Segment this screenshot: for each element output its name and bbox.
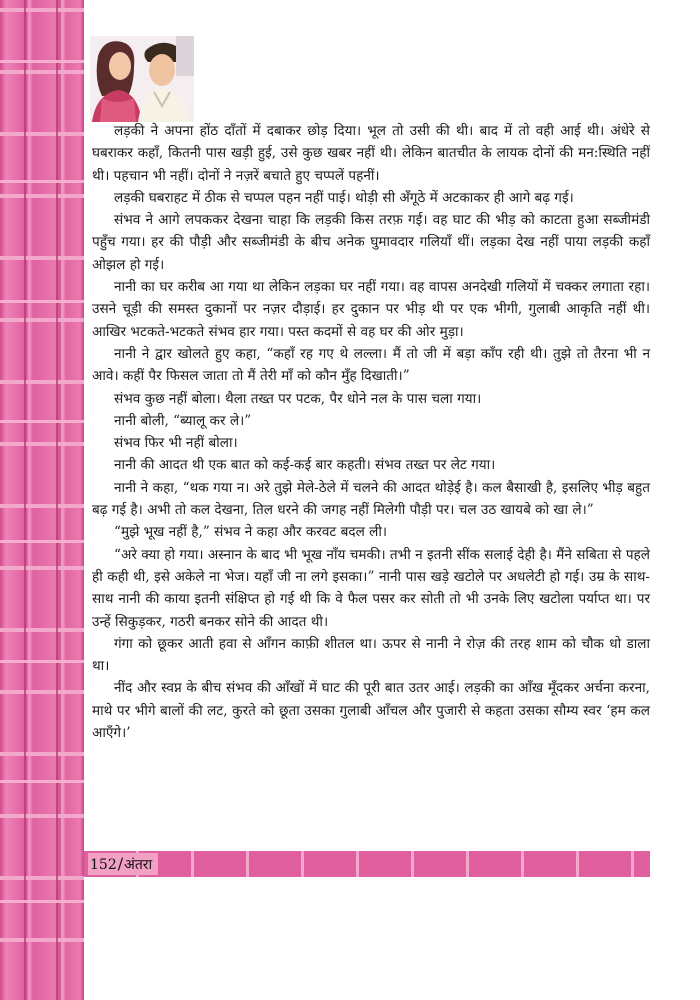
paragraph: “अरे क्या हो गया। अस्नान के बाद भी भूख नाँय चमकी। तभी न इतनी सींक सलाई देही है। मैंने सबिता से पहले ही कही थी, इसे अकेले ना भेज। यहाँ जी ना लगे इसका।” नानी पास खड़े खटोले पर अधलेटी हो गई। उम्र के साथ-साथ नानी की काया इतनी संक्षिप्त हो गई थी कि वे फैल पसर कर सोती तो भी उनके लिए खटोला पर्याप्त था। पर उन्हें सिकुड़कर, गठरी बनकर सोने की आदत थी।	[92, 546, 650, 630]
story-illustration	[90, 36, 194, 122]
paragraph: नानी की आदत थी एक बात को कई-कई बार कहती। संभव तख्त पर लेट गया।	[114, 457, 496, 474]
paragraph: नानी ने कहा, “थक गया न। अरे तुझे मेले-ठेले में चलने की आदत थोड़ेई है। कल बैसाखी है, इसलिए भीड़ बहुत बढ़ गई है। अभी तो कल देखना, तिल धरने की जगह नहीं मिलेगी पौड़ी पर। चल उठ खायबे को खा ले।”	[92, 479, 650, 519]
footer-separator: /	[117, 854, 124, 873]
paragraph: नानी बोली, “ब्यालू कर ले।”	[114, 412, 252, 429]
story-text	[92, 120, 650, 744]
paragraph: संभव ने आगे लपककर देखना चाहा कि लड़की किस तरफ़ गई। वह घाट की भीड़ को काटता हुआ सब्जीमंडी पहुँच गया। हर की पौड़ी और सब्जीमंडी के बीच अनेक घुमावदार गलियाँ थीं। लड़का देख नहीं पाया लड़की कहाँ ओझल हो गई।	[92, 212, 650, 273]
footer-decorative-bar	[84, 851, 650, 877]
page-number: 152	[90, 857, 117, 873]
decorative-left-border	[0, 0, 84, 1000]
paragraph: गंगा को छूकर आती हवा से आँगन काफ़ी शीतल था। ऊपर से नानी ने रोज़ की तरह शाम को चौक धो डाला था।	[92, 635, 650, 675]
paragraph: नानी ने द्वार खोलते हुए कहा, “कहाँ रह गए थे लल्ला। मैं तो जी में बड़ा काँप रही थी। तुझे तो तैरना भी न आवे। कहीं पैर फिसल जाता तो मैं तेरी माँ को कौन मुँह दिखाती।”	[92, 345, 650, 385]
paragraph: नींद और स्वप्न के बीच संभव की आँखों में घाट की पूरी बात उतर आई। लड़की का आँख मूँदकर अर्चना करना, माथे पर भीगे बालों की लट, कुरते को छूता उसका गुलाबी आँचल और पुजारी से कहता उसका सौम्य स्वर ‘हम कल आएँगे।’	[92, 680, 650, 742]
page-footer	[88, 853, 158, 875]
paragraph: संभव कुछ नहीं बोला। थैला तख्त पर पटक, पैर धोने नल के पास चला गया।	[114, 390, 482, 407]
paragraph: संभव फिर भी नहीं बोला।	[114, 435, 238, 452]
paragraph: लड़की ने अपना होंठ दाँतों में दबाकर छोड़ दिया। भूल तो उसी की थी। बाद में तो वही आई थी। अंधेरे से घबराकर कहाँ, कितनी पास खड़ी हुई, उसे कुछ खबर नहीं थी। लेकिन बातचीत के लायक दोनों की मन:स्थिति नहीं थी। पहचान भी नहीं। दोनों ने नज़रें बचाते हुए चप्पलें पहनीं।	[92, 123, 650, 184]
book-title: अंतरा	[124, 857, 153, 873]
paragraph: नानी का घर करीब आ गया था लेकिन लड़का घर नहीं गया। वह वापस अनदेखी गलियों में चक्कर लगाता रहा। उसने चूड़ी की समस्त दुकानों पर नज़र दौड़ाई। हर दुकान पर भीड़ थी पर एक भीगी, गुलाबी आकृति नहीं थी। आखिर भटकते-भटकते संभव हार गया। पस्त कदमों से वह घर की ओर मुड़ा।	[92, 279, 650, 340]
paragraph: “मुझे भूख नहीं है,” संभव ने कहा और करवट बदल ली।	[114, 524, 388, 541]
paragraph: लड़की घबराहट में ठीक से चप्पल पहन नहीं पाई। थोड़ी सी अँगूठे में अटकाकर ही आगे बढ़ गई।	[114, 189, 574, 206]
